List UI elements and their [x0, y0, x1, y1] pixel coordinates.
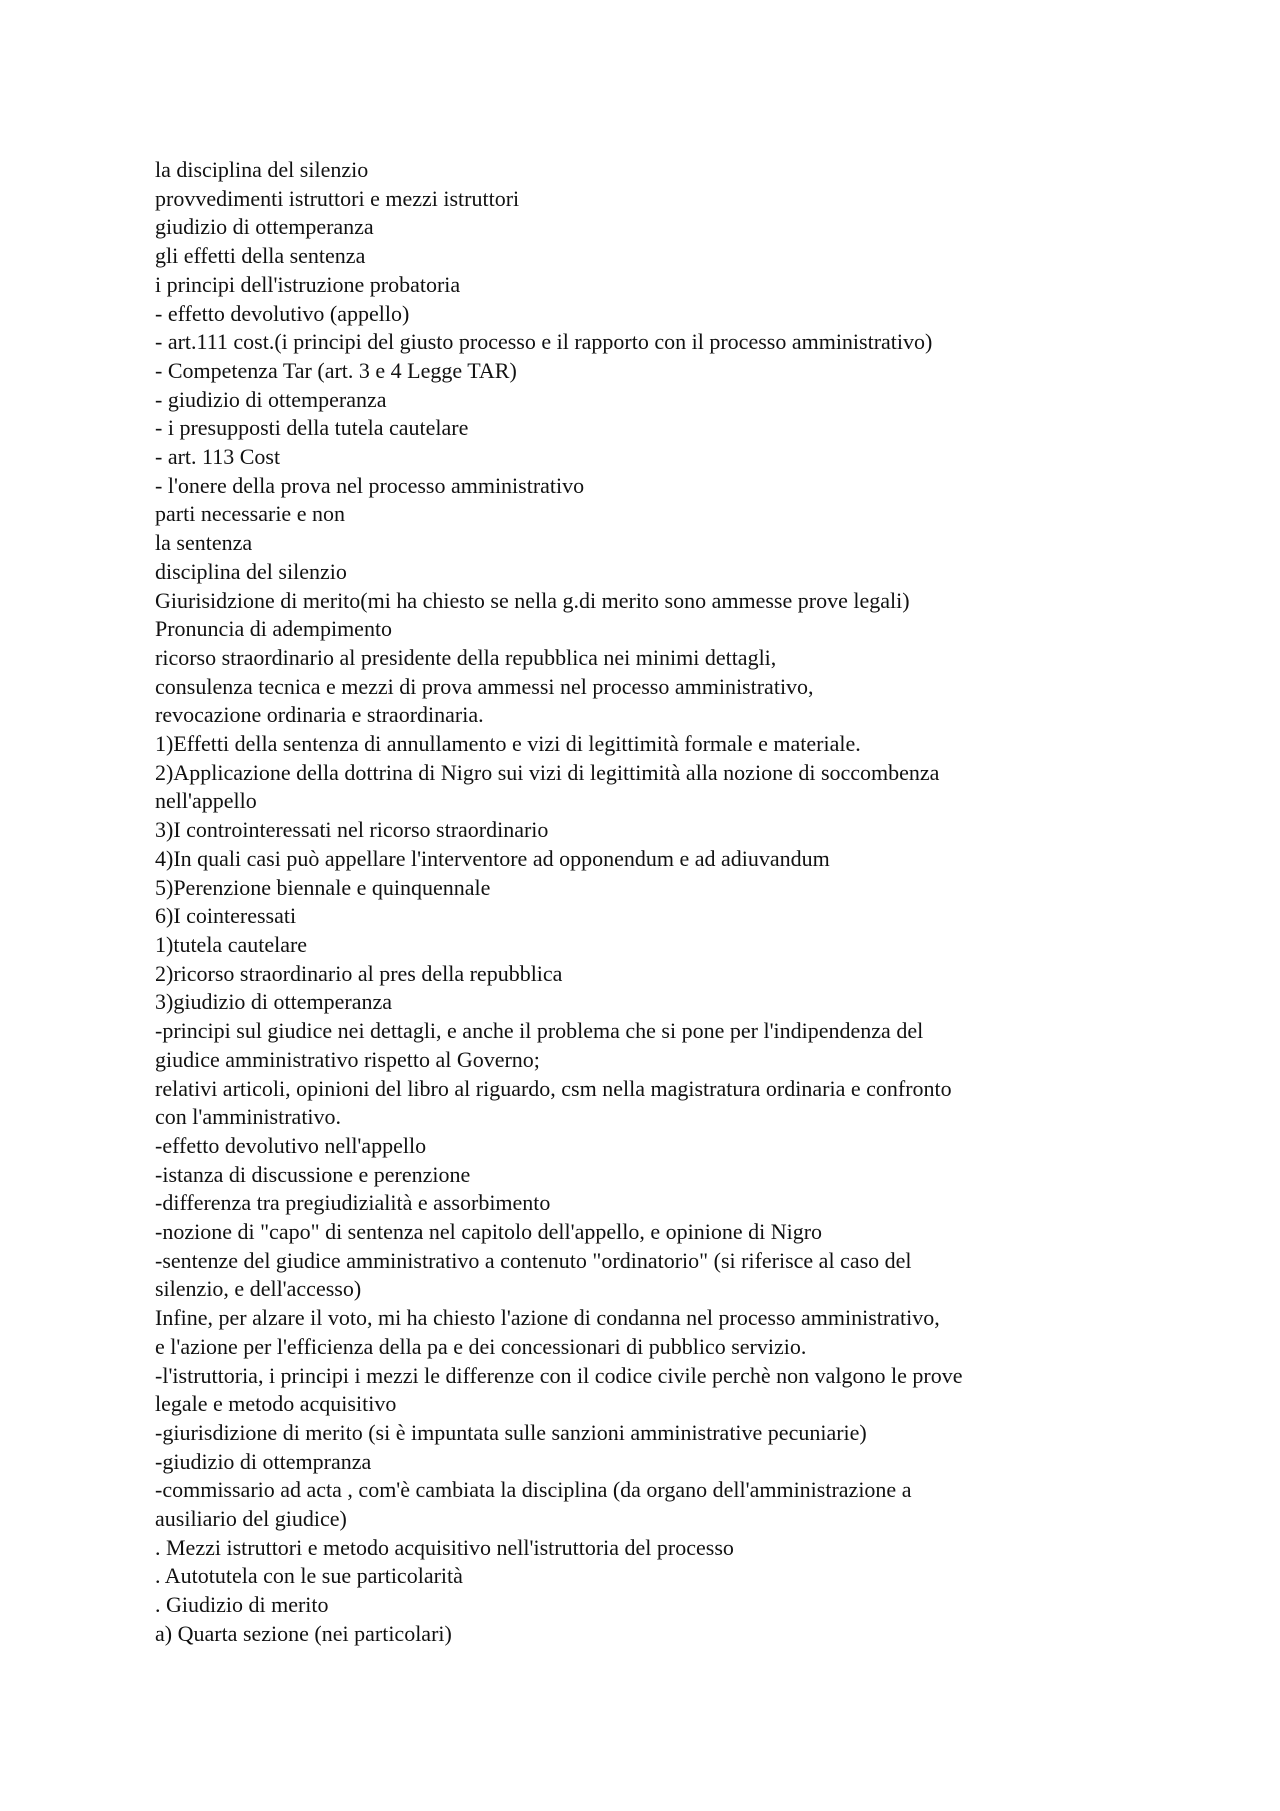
text-line: 3)I controinteressati nel ricorso straordinario	[155, 817, 549, 843]
text-line: - effetto devolutivo (appello)	[155, 300, 410, 326]
text-line: Giurisidzione di merito(mi ha chiesto se nella g.di merito sono ammesse prove legali)	[155, 587, 910, 613]
text-line: relativi articoli, opinioni del libro al riguardo, csm nella magistratura ordinaria e confronto	[155, 1075, 952, 1101]
text-line: legale e metodo acquisitivo	[155, 1391, 397, 1417]
text-line: 1)tutela cautelare	[155, 931, 308, 957]
text-line: ricorso straordinario al presidente della repubblica nei minimi dettagli,	[155, 644, 777, 670]
document-body	[155, 156, 1155, 1649]
text-line: - i presupposti della tutela cautelare	[155, 415, 469, 441]
text-line: . Mezzi istruttori e metodo acquisitivo nell'istruttoria del processo	[155, 1534, 734, 1560]
text-line: ausiliario del giudice)	[155, 1506, 347, 1532]
text-line: e l'azione per l'efficienza della pa e dei concessionari di pubblico servizio.	[155, 1333, 807, 1359]
text-line: consulenza tecnica e mezzi di prova ammessi nel processo amministrativo,	[155, 673, 814, 699]
text-line: Infine, per alzare il voto, mi ha chiesto l'azione di condanna nel processo amministrativo,	[155, 1305, 940, 1331]
text-line: disciplina del silenzio	[155, 558, 347, 584]
text-line: 5)Perenzione biennale e quinquennale	[155, 874, 491, 900]
text-line: -giurisdizione di merito (si è impuntata sulle sanzioni amministrative pecuniarie)	[155, 1419, 867, 1445]
text-line: con l'amministrativo.	[155, 1104, 342, 1130]
text-line: parti necessarie e non	[155, 501, 345, 527]
text-line: i principi dell'istruzione probatoria	[155, 271, 461, 297]
text-line: provvedimenti istruttori e mezzi istruttori	[155, 185, 520, 211]
text-line: -nozione di "capo" di sentenza nel capitolo dell'appello, e opinione di Nigro	[155, 1219, 823, 1245]
text-line: 3)giudizio di ottemperanza	[155, 989, 393, 1015]
text-line: giudizio di ottemperanza	[155, 214, 374, 240]
text-line: giudice amministrativo rispetto al Governo;	[155, 1046, 540, 1072]
text-line: - art. 113 Cost	[155, 444, 281, 470]
text-line: -principi sul giudice nei dettagli, e anche il problema che si pone per l'indipendenza del	[155, 1018, 924, 1044]
text-line: 2)ricorso straordinario al pres della repubblica	[155, 960, 563, 986]
text-line: . Giudizio di merito	[155, 1592, 329, 1618]
text-line: nell'appello	[155, 788, 257, 814]
text-line: -l'istruttoria, i principi i mezzi le differenze con il codice civile perchè non valgono le prove	[155, 1362, 963, 1388]
text-line: - giudizio di ottemperanza	[155, 386, 387, 412]
text-line: - art.111 cost.(i principi del giusto processo e il rapporto con il processo amministrativo)	[155, 329, 933, 355]
text-line: Pronuncia di adempimento	[155, 616, 393, 642]
text-line: -giudizio di ottempranza	[155, 1448, 372, 1474]
text-line: - l'onere della prova nel processo amministrativo	[155, 472, 585, 498]
text-line: 2)Applicazione della dottrina di Nigro sui vizi di legittimità alla nozione di soccombenza	[155, 759, 940, 785]
text-line: -effetto devolutivo nell'appello	[155, 1132, 427, 1158]
text-line: 1)Effetti della sentenza di annullamento e vizi di legittimità formale e materiale.	[155, 731, 861, 757]
text-line: - Competenza Tar (art. 3 e 4 Legge TAR)	[155, 357, 517, 383]
text-line: -istanza di discussione e perenzione	[155, 1161, 471, 1187]
text-line: gli effetti della sentenza	[155, 243, 366, 269]
text-line: la disciplina del silenzio	[155, 157, 369, 182]
text-line: 4)In quali casi può appellare l'interventore ad opponendum e ad adiuvandum	[155, 845, 830, 871]
text-line: . Autotutela con le sue particolarità	[155, 1563, 463, 1589]
text-line: -commissario ad acta , com'è cambiata la disciplina (da organo dell'amministrazione a	[155, 1477, 912, 1503]
text-line: silenzio, e dell'accesso)	[155, 1276, 362, 1302]
text-line: la sentenza	[155, 530, 253, 556]
text-line: revocazione ordinaria e straordinaria.	[155, 702, 484, 728]
text-line: -sentenze del giudice amministrativo a contenuto "ordinatorio" (si riferisce al caso del	[155, 1247, 912, 1273]
text-line: -differenza tra pregiudizialità e assorbimento	[155, 1190, 551, 1216]
text-line: a) Quarta sezione (nei particolari)	[155, 1620, 452, 1646]
text-line: 6)I cointeressati	[155, 903, 297, 929]
